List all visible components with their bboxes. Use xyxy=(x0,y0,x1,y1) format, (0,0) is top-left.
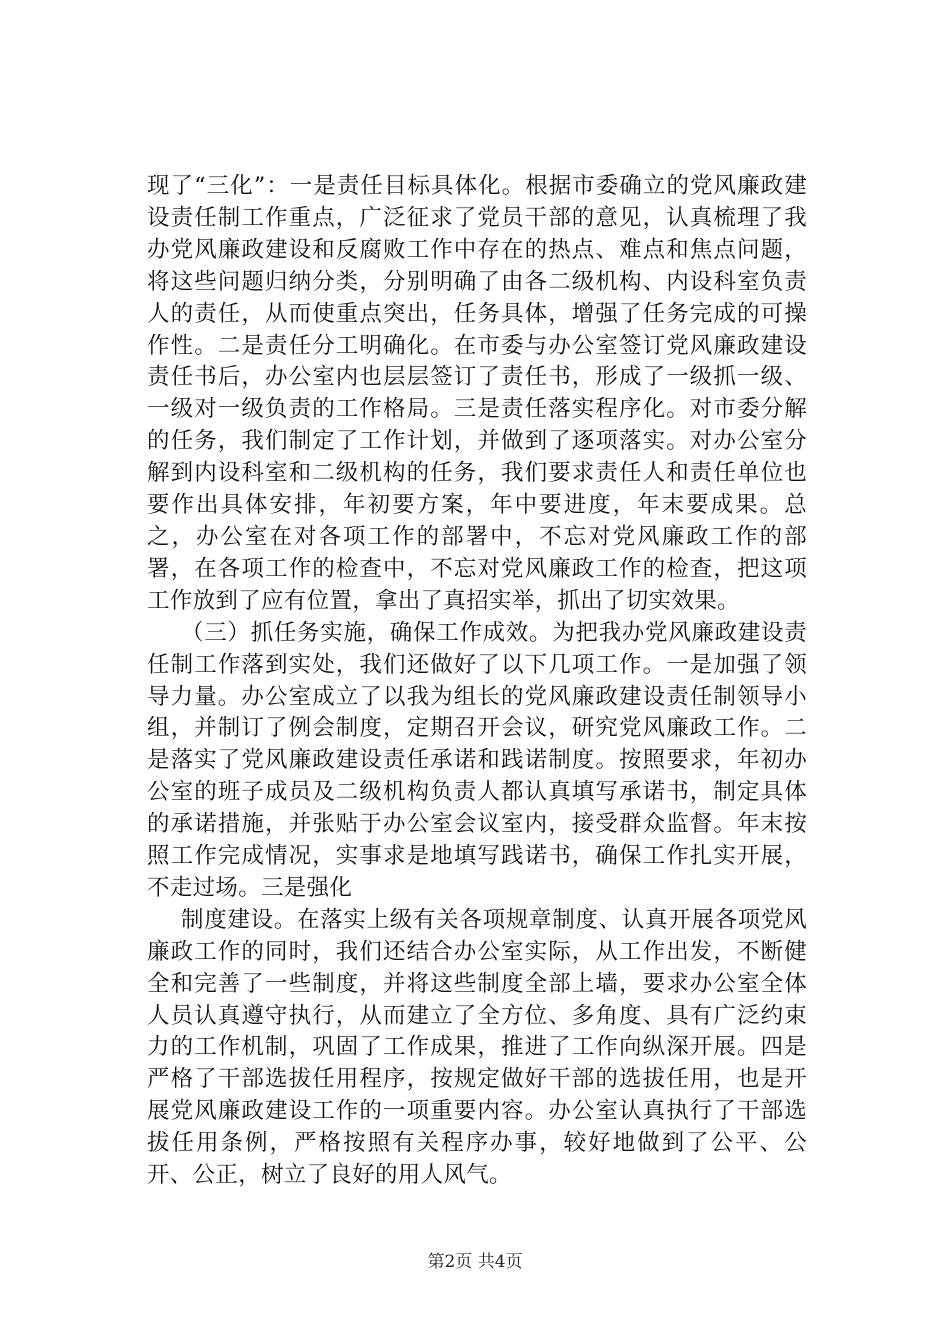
page-footer xyxy=(0,1247,950,1272)
paragraph-2: （三）抓任务实施，确保工作成效。为把我办党风廉政建设责任制工作落到实处，我们还做好了以下几项工作。一是加强了领导力量。办公室成立了以我为组长的党风廉政建设责任制领导小组，并制订了例会制度，定期召开会议，研究党风廉政工作。二是落实了党风廉政建设责任承诺和践诺制度。按照要求，年初办公室的班子成员及二级机构负责人都认真填写承诺书，制定具体的承诺措施，并张贴于办公室会议室内，接受群众监督。年末按照工作完成情况，实事求是地填写践诺书，确保工作扎实开展，不走过场。三是强化 xyxy=(147,619,807,901)
document-body xyxy=(147,171,807,1192)
paragraph-3: 制度建设。在落实上级有关各项规章制度、认真开展各项党风廉政工作的同时，我们还结合办公室实际，从工作出发，不断健全和完善了一些制度，并将这些制度全部上墙，要求办公室全体人员认真遵守执行，从而建立了全方位、多角度、具有广泛约束力的工作机制，巩固了工作成果，推进了工作向纵深开展。四是严格了干部选拔任用程序，按规定做好干部的选拔任用，也是开展党风廉政建设工作的一项重要内容。办公室认真执行了干部选拔任用条例，严格按照有关程序办事，较好地做到了公平、公开、公正，树立了良好的用人风气。 xyxy=(147,906,807,1189)
paragraph-1: 现了“三化”：一是责任目标具体化。根据市委确立的党风廉政建设责任制工作重点，广泛征求了党员干部的意见，认真梳理了我办党风廉政建设和反腐败工作中存在的热点、难点和焦点问题，将这些问题归纳分类，分别明确了由各二级机构、内设科室负责人的责任，从而使重点突出，任务具体，增强了任务完成的可操作性。二是责任分工明确化。在市委与办公室签订党风廉政建设责任书后，办公室内也层层签订了责任书，形成了一级抓一级、一级对一级负责的工作格局。三是责任落实程序化。对市委分解的任务，我们制定了工作计划，并做到了逐项落实。对办公室分解到内设科室和二级机构的任务，我们要求责任人和责任单位也要作出具体安排，年初要方案，年中要进度，年末要成果。总之，办公室在对各项工作的部署中，不忘对党风廉政工作的部署，在各项工作的检查中，不忘对党风廉政工作的检查，把这项工作放到了应有位置，拿出了真招实举，抓出了切实效果。 xyxy=(147,173,807,614)
page-number-label: 第2页 共4页 xyxy=(427,1252,523,1272)
